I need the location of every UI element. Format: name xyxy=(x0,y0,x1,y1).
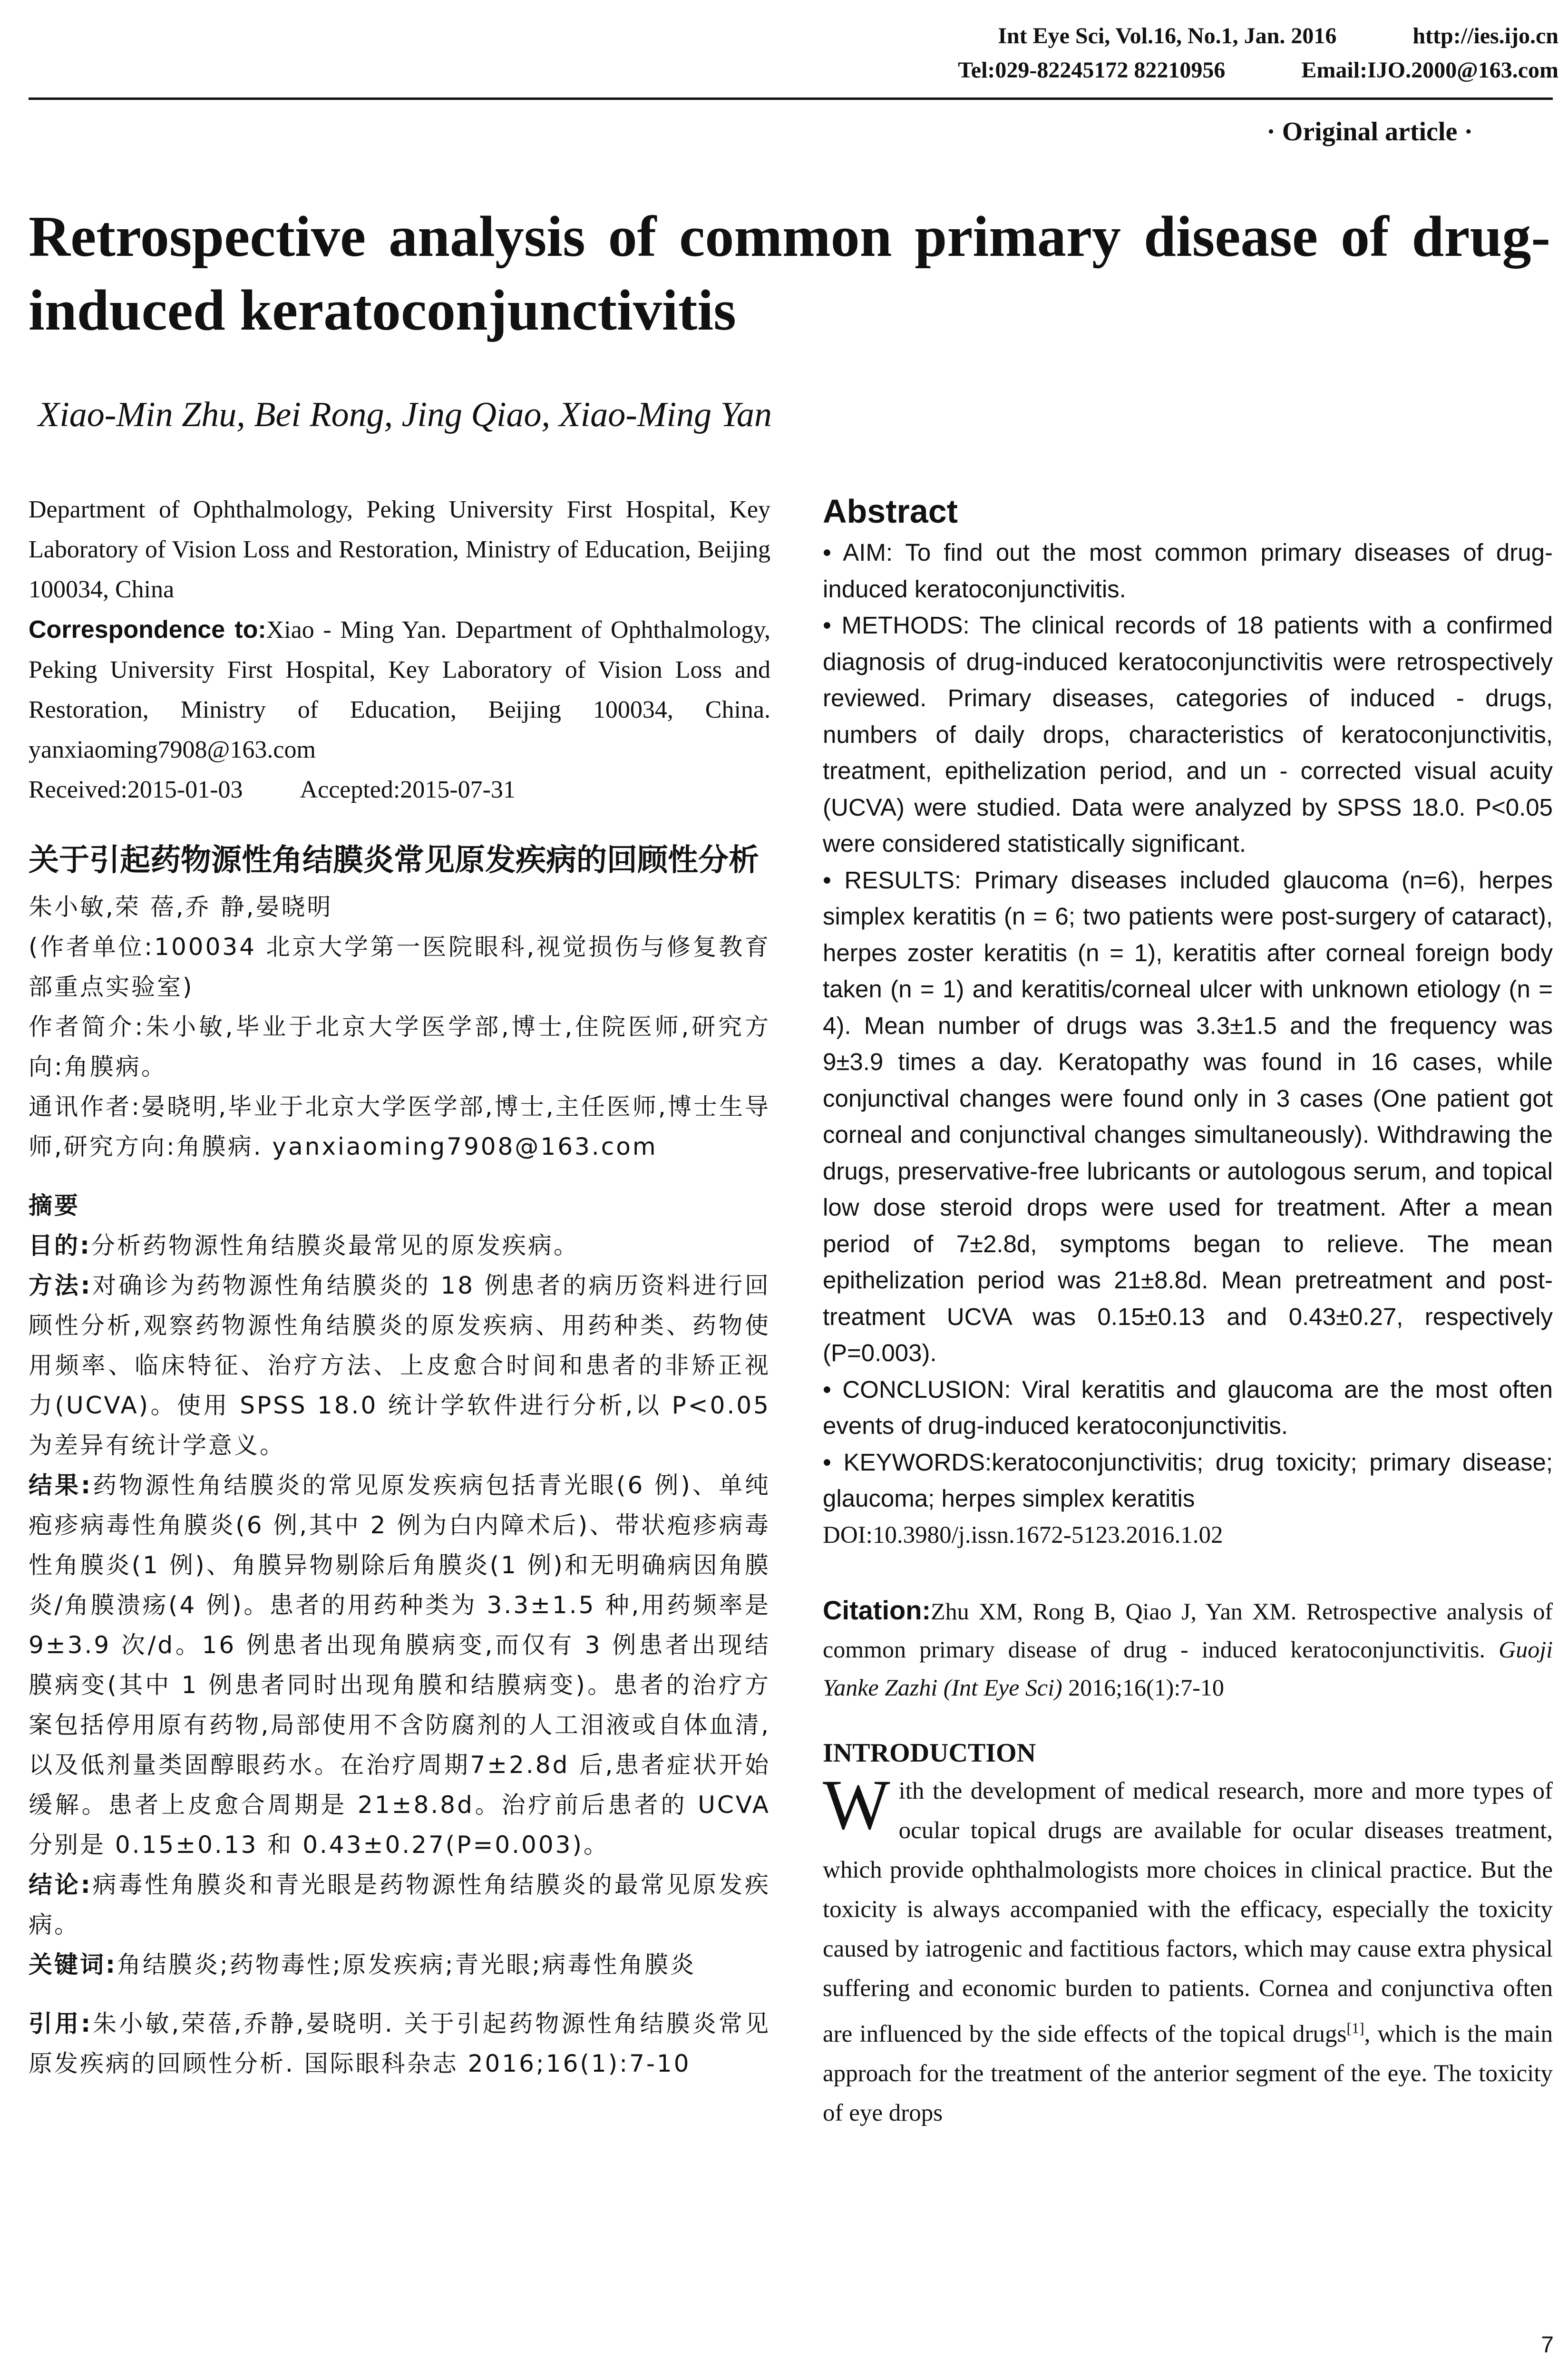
cn-results xyxy=(29,1465,770,1865)
conclusion-label: • CONCLUSION: xyxy=(823,1375,1011,1403)
abstract-conclusion xyxy=(823,1372,1553,1444)
cn-aim xyxy=(29,1226,770,1266)
correspondence-label: Correspondence to: xyxy=(29,616,266,643)
journal-url[interactable]: http://ies.ijo.cn xyxy=(1412,23,1558,49)
accepted-date: Accepted:2015-07-31 xyxy=(300,776,516,803)
aim-text: To find out the most common primary diseases of drug-induced keratoconjunctivitis. xyxy=(823,539,1553,603)
received-date: Received:2015-01-03 xyxy=(29,776,243,803)
intro-heading: INTRODUCTION xyxy=(823,1738,1036,1768)
authors: Xiao-Min Zhu, Bei Rong, Jing Qiao, Xiao-Ming Yan xyxy=(38,395,772,434)
journal-tel: Tel:029-82245172 82210956 xyxy=(958,58,1226,83)
cn-authors: 朱小敏,荣 蓓,乔 静,晏晓明 xyxy=(29,893,333,921)
aim-label: • AIM: xyxy=(823,539,893,566)
keywords-text: keratoconjunctivitis; drug toxicity; primary disease; glaucoma; herpes simplex keratitis xyxy=(823,1448,1553,1512)
doi[interactable]: DOI:10.3980/j.issn.1672-5123.2016.1.02 xyxy=(823,1521,1223,1549)
cn-aim-label: 目的: xyxy=(29,1232,91,1259)
journal-email[interactable]: Email:IJO.2000@163.com xyxy=(1301,58,1558,83)
citation-text: Zhu XM, Rong B, Qiao J, Yan XM. Retrospective analysis of common primary disease of drug - induced keratoconjunctivitis. xyxy=(823,1598,1553,1663)
article-type: · Original article · xyxy=(1266,117,1473,146)
dates xyxy=(29,770,770,810)
intro-dropcap: W xyxy=(823,1765,890,1844)
methods-text: The clinical records of 18 patients with a confirmed diagnosis of drug-induced keratoconjunctivitis were retrospectively reviewed. Primary diseases, categories of induced - drugs, numbers of daily drops, characteristics of keratoconjunctivitis, treatment, epithelization period, and un - corrected visual acuity (UCVA) were studied. Data were analyzed by SPSS 18.0. P<0.05 were considered statistically significant. xyxy=(823,612,1553,857)
abstract-body xyxy=(823,535,1553,1517)
citation xyxy=(823,1591,1553,1706)
reference-1[interactable]: [1] xyxy=(1346,2019,1364,2036)
cn-citation xyxy=(29,2004,770,2084)
cn-citation-text: 朱小敏,荣蓓,乔静,晏晓明. 关于引起药物源性角结膜炎常见原发疾病的回顾性分析. 国际眼科杂志 2016;16(1):7-10 xyxy=(29,2010,771,2077)
intro-text-b: , which is the main approach for the treatment of the anterior segment of the eye. The toxicity of eye drops xyxy=(823,2020,1553,2126)
cn-keywords-text: 角结膜炎;药物毒性;原发疾病;青光眼;病毒性角膜炎 xyxy=(117,1951,696,1978)
cn-results-text: 药物源性角结膜炎的常见原发疾病包括青光眼(6 例)、单纯疱疹病毒性角膜炎(6 例,其中 2 例为白内障术后)、带状疱疹病毒性角膜炎(1 例)、角膜异物剔除后角膜炎(1 例)和无明确病因角膜炎/角膜溃疡(4 例)。患者的用药种类为 3.3±1.5 种,用药频率是 9±3.9 次/d。16 例患者出现角膜病变,而仅有 3 例患者出现结膜病变(其中 1 例患者同时出现角膜和结膜病变)。患者的治疗方案包括停用原有药物,局部使用不含防腐剂的人工泪液或自体血清,以及低剂量类固醇眼药水。在治疗周期7±2.8d 后,患者症状开始缓解。患者上皮愈合周期是 21±8.8d。治疗前后患者的 UCVA 分别是 0.15±0.13 和 0.43±0.27(P=0.003)。 xyxy=(29,1471,771,1859)
abstract-methods xyxy=(823,607,1553,862)
abstract-heading: Abstract xyxy=(823,493,958,530)
results-text: Primary diseases included glaucoma (n=6), herpes simplex keratitis (n = 6; two patients were post-surgery of cataract), herpes zoster keratitis (n = 1), keratitis after corneal foreign body taken (n = 1) and keratitis/corneal ulcer with unknown etiology (n = 4). Mean number of drugs was 3.3±1.5 and the frequency was 9±3.9 times a day. Keratopathy was found in 16 cases, while conjunctival changes were found only in 3 cases (One patient got corneal and conjunctival changes simultaneously). Withdrawing the drugs, preservative-free lubricants or autologous serum, and topical low dose steroid drops were used for treatment. After a mean period of 7±2.8d, symptoms began to relieve. The mean epithelization period was 21±8.8d. Mean pretreatment and post-treatment UCVA was 0.15±0.13 and 0.43±0.27, respectively (P=0.003). xyxy=(823,866,1553,1366)
cn-conclusion xyxy=(29,1865,770,1945)
results-label: • RESULTS: xyxy=(823,866,962,894)
correspondence-text: Xiao - Ming Yan. Department of Ophthalmology, Peking University First Hospital, Key Laboratory of Vision Loss and Restoration, Ministry of Education, Beijing 100034, China. yanxiaoming7908@163.com xyxy=(29,616,770,763)
cn-methods-text: 对确诊为药物源性角结膜炎的 18 例患者的病历资料进行回顾性分析,观察药物源性角结膜炎的原发疾病、用药种类、药物使用频率、临床特征、治疗方法、上皮愈合时间和患者的非矫正视力(UCVA)。使用 SPSS 18.0 统计学软件进行分析,以 P<0.05 为差异有统计学意义。 xyxy=(29,1272,770,1459)
cn-results-label: 结果: xyxy=(29,1471,93,1499)
affiliation: Department of Ophthalmology, Peking University First Hospital, Key Laboratory of Vision Loss and Restoration, Ministry of Education, Beijing 100034, China xyxy=(29,496,770,603)
citation-label: Citation: xyxy=(823,1595,931,1625)
cn-correspondence: 通讯作者:晏晓明,毕业于北京大学医学部,博士,主任医师,博士生导师,研究方向:角膜病. yanxiaoming7908@163.com xyxy=(29,1093,770,1160)
cn-affiliation: (作者单位:100034 北京大学第一医院眼科,视觉损伤与修复教育部重点实验室) xyxy=(29,933,770,1001)
left-column xyxy=(29,490,770,2084)
citation-tail: 2016;16(1):7-10 xyxy=(1068,1674,1224,1701)
header-rule xyxy=(29,97,1553,100)
abstract-results xyxy=(823,862,1553,1372)
intro-body xyxy=(823,1765,1553,2133)
intro-text-a: ith the development of medical research, more and more types of ocular topical drugs are available for ocular diseases treatment, which provide ophthalmologists more choices in clinical practice. But the toxicity is always accompanied with the efficacy, especially the toxicity caused by iatrogenic and factitious factors, which may cause extra physical suffering and economic burden to patients. Cornea and conjunctiva often are influenced by the side effects of the topical drugs xyxy=(823,1777,1553,2047)
cn-keywords xyxy=(29,1945,770,1985)
journal-line: Int Eye Sci, Vol.16, No.1, Jan. 2016 xyxy=(998,23,1337,49)
correspondence xyxy=(29,610,770,770)
cn-conclusion-text: 病毒性角膜炎和青光眼是药物源性角结膜炎的最常见原发疾病。 xyxy=(29,1871,771,1939)
cn-conclusion-label: 结论: xyxy=(29,1871,92,1899)
citation-journal: Guoji Yanke Zazhi (Int Eye Sci) xyxy=(823,1636,1553,1701)
cn-bio: 作者简介:朱小敏,毕业于北京大学医学部,博士,住院医师,研究方向:角膜病。 xyxy=(29,1013,770,1081)
methods-label: • METHODS: xyxy=(823,612,970,639)
cn-title: 关于引起药物源性角结膜炎常见原发疾病的回顾性分析 xyxy=(29,843,759,878)
cn-methods-label: 方法: xyxy=(29,1272,92,1299)
paper-title: Retrospective analysis of common primary disease of drug-induced keratoconjunctivitis xyxy=(29,205,1550,342)
running-header xyxy=(958,19,1558,88)
abstract-keywords xyxy=(823,1444,1553,1517)
cn-citation-label: 引用: xyxy=(29,2010,93,2037)
keywords-label: • KEYWORDS: xyxy=(823,1448,992,1476)
abstract-aim xyxy=(823,535,1553,607)
cn-front xyxy=(29,887,770,2084)
cn-methods xyxy=(29,1266,770,1465)
cn-aim-text: 分析药物源性角结膜炎最常见的原发疾病。 xyxy=(91,1232,579,1259)
cn-keywords-label: 关键词: xyxy=(29,1951,117,1978)
cn-abstract-heading: 摘要 xyxy=(29,1192,80,1219)
right-column xyxy=(823,490,1553,2133)
conclusion-text: Viral keratitis and glaucoma are the most often events of drug-induced keratoconjunctivitis. xyxy=(823,1375,1553,1439)
page-number: 7 xyxy=(1541,2332,1554,2358)
